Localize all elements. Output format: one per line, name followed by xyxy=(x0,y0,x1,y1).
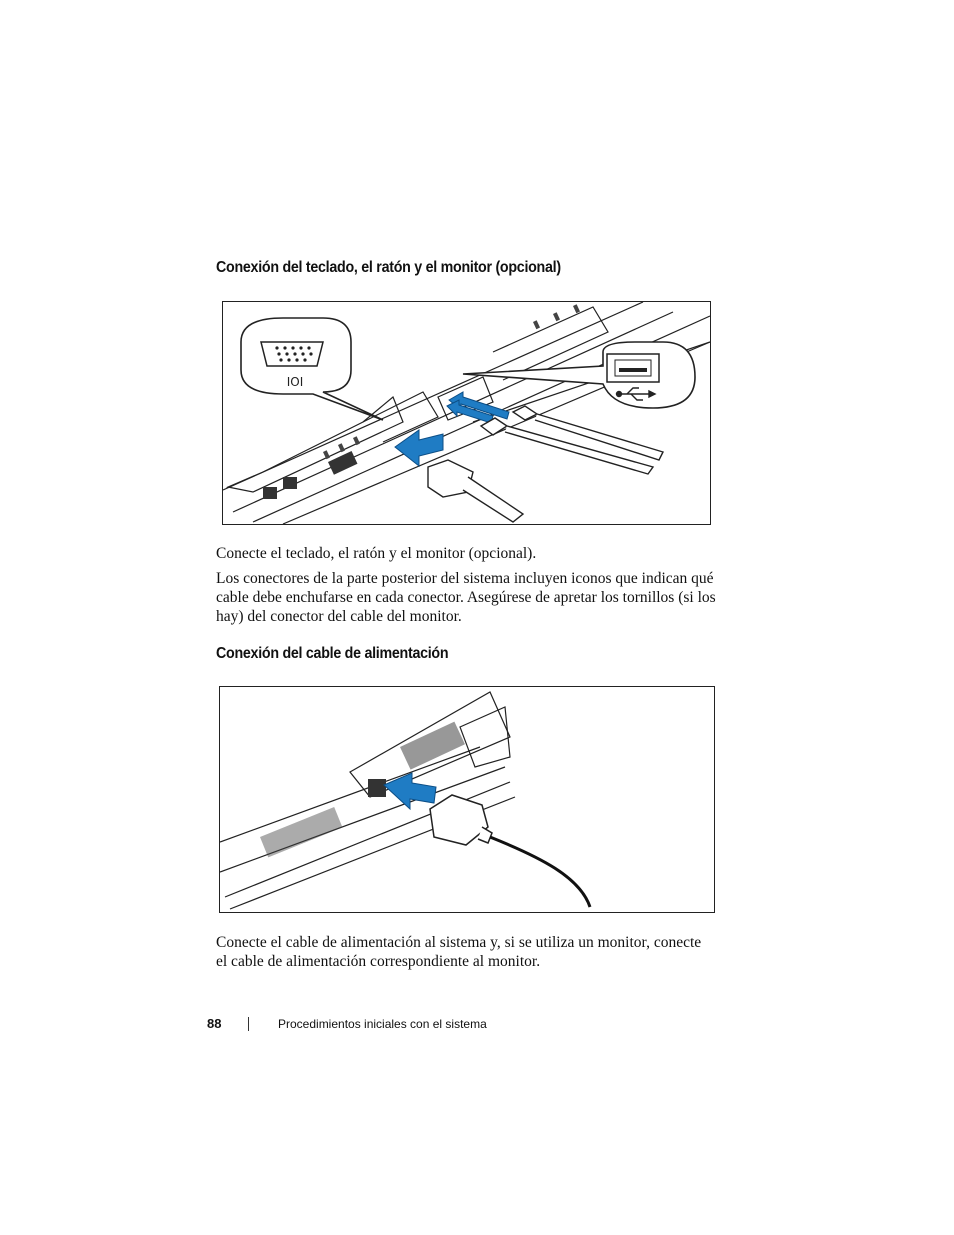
power-cable xyxy=(490,837,590,907)
monitor-symbol-icon: IOI xyxy=(286,375,304,389)
figure-power-cable-connection xyxy=(219,686,715,913)
footer-chapter-title: Procedimientos iniciales con el sistema xyxy=(278,1017,487,1031)
paragraph-connector-icons-note: Los conectores de la parte posterior del sistema incluyen iconos que indican qué cable debe enchufarse en cada conector. Asegúrese de apretar los tornillos (si los hay) del conector del cable del monitor. xyxy=(216,570,716,625)
vga-port-icon xyxy=(261,342,323,366)
vga-port-callout xyxy=(241,318,383,420)
section-heading-power-cable: Conexión del cable de alimentación xyxy=(216,645,449,662)
paragraph-connect-power: Conecte el cable de alimentación al sistema y, si se utiliza un monitor, conecte el cable de alimentación correspondiente al monitor. xyxy=(216,934,702,970)
paragraph-connect-peripherals: Conecte el teclado, el ratón y el monitor (opcional). xyxy=(216,545,537,562)
power-plug-icon xyxy=(430,795,492,845)
usb-port-icon xyxy=(607,354,659,382)
section-heading-keyboard-mouse-monitor: Conexión del teclado, el ratón y el monitor (opcional) xyxy=(216,259,561,276)
footer-separator xyxy=(248,1017,249,1031)
page-number: 88 xyxy=(207,1016,222,1031)
vga-cable-plug xyxy=(428,460,523,522)
illustration-power-supply xyxy=(220,687,714,912)
insert-arrow-icon xyxy=(384,773,436,809)
illustration-rear-panel-connectors xyxy=(223,302,710,524)
figure-keyboard-mouse-monitor-connection xyxy=(222,301,711,525)
